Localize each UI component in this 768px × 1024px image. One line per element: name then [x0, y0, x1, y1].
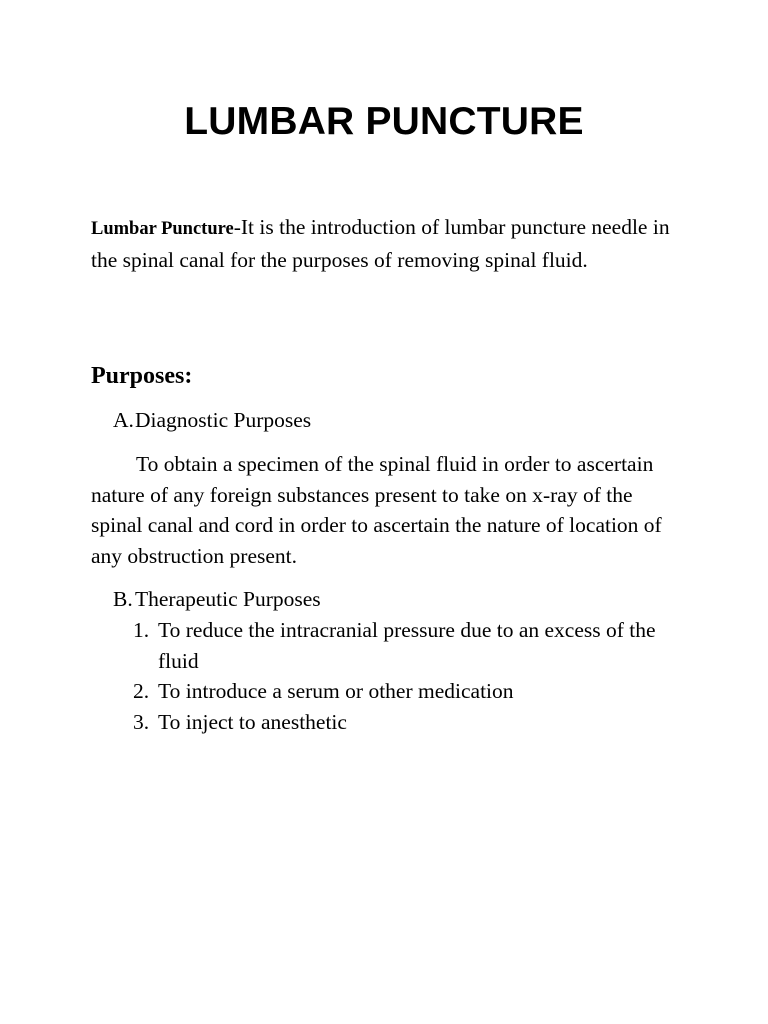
- list-item: [133, 676, 673, 707]
- list-item-text: To reduce the intracranial pressure due to an excess of the fluid: [158, 618, 656, 673]
- list-item-number: 2.: [133, 679, 150, 703]
- section-b-heading: [113, 584, 321, 614]
- list-item-number: 1.: [133, 618, 150, 642]
- section-a-heading: [113, 405, 311, 435]
- list-item-number: 3.: [133, 709, 150, 734]
- list-item: [133, 615, 673, 676]
- intro-paragraph: [91, 212, 671, 276]
- intro-definition: -It is the introduction of lumbar puncture needle in the spinal canal for the purposes of removing spinal fluid.: [91, 215, 670, 272]
- therapeutic-list: [133, 615, 673, 737]
- section-b-marker: B.: [113, 587, 133, 611]
- section-a-marker: A.: [113, 408, 134, 432]
- list-item-text: To introduce a serum or other medication: [158, 679, 514, 703]
- list-item-text: To inject to anesthetic: [158, 709, 347, 734]
- section-b-title: Therapeutic Purposes: [135, 587, 321, 611]
- list-item: [133, 707, 673, 738]
- section-a-paragraph: To obtain a specimen of the spinal fluid in order to ascertain nature of any foreign substances present to take on x-ray of the spinal canal and cord in order to ascertain the nature of location of any obstruction present.: [91, 452, 662, 568]
- intro-term: Lumbar Puncture: [91, 219, 234, 239]
- section-a-title: Diagnostic Purposes: [135, 408, 312, 432]
- document-title: LUMBAR PUNCTURE: [184, 100, 584, 143]
- purposes-heading: Purposes:: [91, 363, 193, 389]
